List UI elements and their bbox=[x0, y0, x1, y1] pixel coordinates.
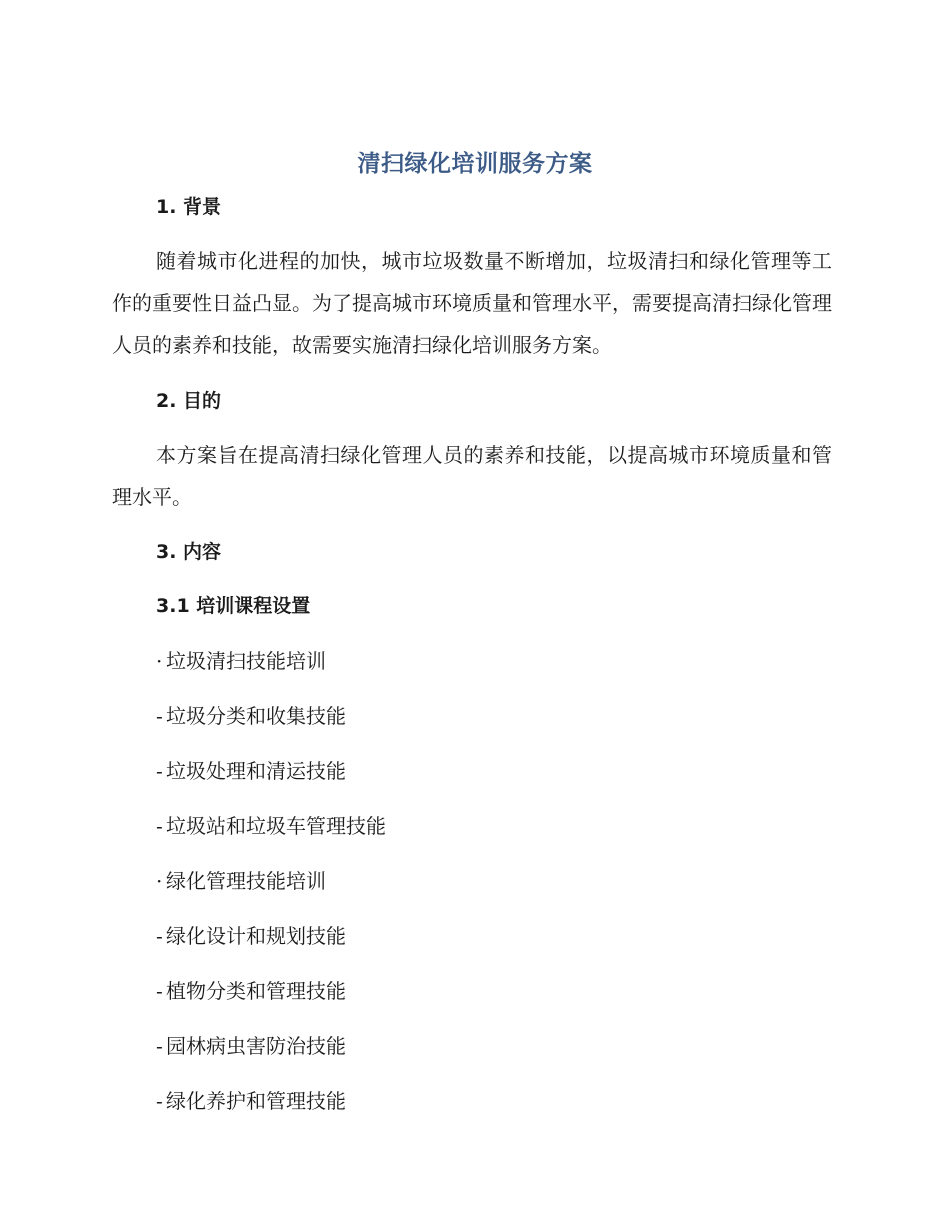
list-item bbox=[156, 646, 326, 676]
dash-marker: - bbox=[156, 1034, 163, 1058]
bullet-marker: · bbox=[156, 869, 163, 893]
dash-marker: - bbox=[156, 979, 163, 1003]
list-item-text: 绿化养护和管理技能 bbox=[166, 1089, 346, 1113]
section-heading-background: 1. 背景 bbox=[156, 196, 222, 218]
list-item bbox=[156, 976, 346, 1006]
list-item bbox=[156, 921, 346, 951]
paragraph-purpose: 本方案旨在提高清扫绿化管理人员的素养和技能，以提高城市环境质量和管理水平。 bbox=[112, 443, 832, 509]
list-item-text: 绿化管理技能培训 bbox=[166, 869, 326, 893]
section-heading-content: 3. 内容 bbox=[156, 541, 222, 563]
list-item-text: 垃圾站和垃圾车管理技能 bbox=[166, 814, 386, 838]
list-item bbox=[156, 1031, 346, 1061]
dash-marker: - bbox=[156, 759, 163, 783]
dash-marker: - bbox=[156, 704, 163, 728]
dash-marker: - bbox=[156, 814, 163, 838]
list-item-text: 绿化设计和规划技能 bbox=[166, 924, 346, 948]
bullet-marker: · bbox=[156, 649, 163, 673]
list-item-text: 植物分类和管理技能 bbox=[166, 979, 346, 1003]
list-item bbox=[156, 811, 386, 841]
list-item-text: 垃圾处理和清运技能 bbox=[166, 759, 346, 783]
list-item bbox=[156, 1086, 346, 1116]
list-item bbox=[156, 701, 346, 731]
section-heading-purpose: 2. 目的 bbox=[156, 390, 222, 412]
document-title: 清扫绿化培训服务方案 bbox=[357, 151, 593, 177]
paragraph-background: 随着城市化进程的加快，城市垃圾数量不断增加，垃圾清扫和绿化管理等工作的重要性日益凸显。为了提高城市环境质量和管理水平，需要提高清扫绿化管理人员的素养和技能，故需要实施清扫绿化培训服务方案。 bbox=[112, 249, 832, 357]
list-item-text: 垃圾清扫技能培训 bbox=[166, 649, 326, 673]
section-heading-course-setup: 3.1 培训课程设置 bbox=[156, 595, 311, 617]
list-item-text: 园林病虫害防治技能 bbox=[166, 1034, 346, 1058]
list-item bbox=[156, 866, 326, 896]
list-item-text: 垃圾分类和收集技能 bbox=[166, 704, 346, 728]
dash-marker: - bbox=[156, 1089, 163, 1113]
list-item bbox=[156, 756, 346, 786]
dash-marker: - bbox=[156, 924, 163, 948]
